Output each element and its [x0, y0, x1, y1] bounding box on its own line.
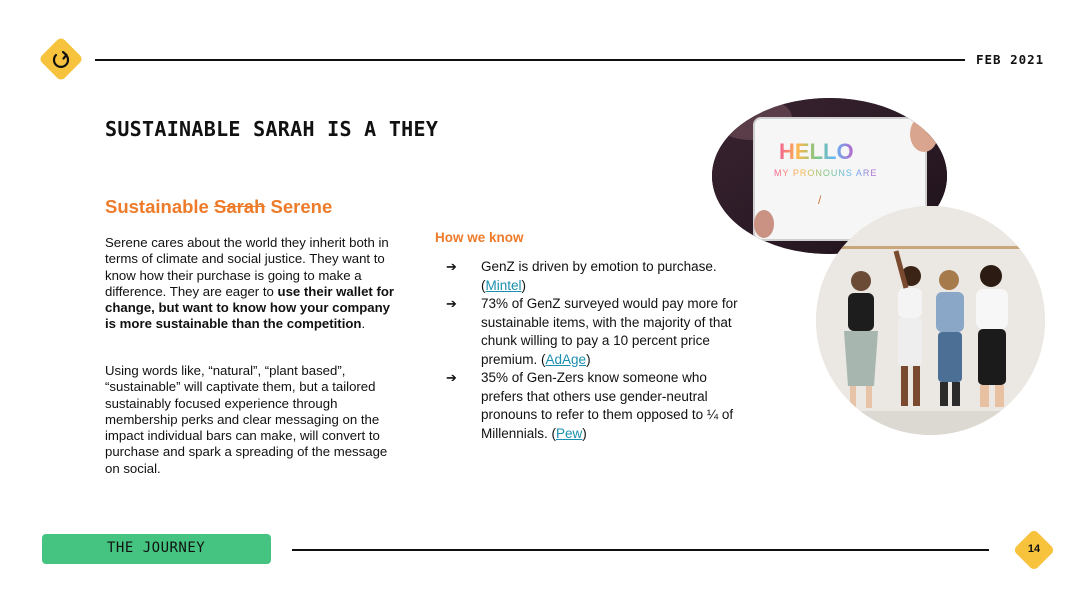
persona-struck-name: Sarah	[213, 196, 266, 217]
mintel-link[interactable]: Mintel	[485, 277, 522, 293]
sign-hello-text: HELLO	[779, 139, 854, 164]
how-we-know-heading: How we know	[435, 230, 524, 245]
list-item	[446, 258, 746, 295]
bullet-close: )	[586, 351, 591, 367]
bullet-close: )	[521, 277, 527, 293]
return-arrow-icon	[44, 42, 78, 76]
bullet-close: )	[582, 425, 587, 441]
bullet-text: GenZ is driven by emotion to purchase. (	[481, 259, 717, 293]
persona-first-word: Sustainable	[105, 196, 209, 217]
description-end: .	[361, 316, 366, 332]
bullet-text: 35% of Gen-Zers know someone who prefers that others use gender-neutral pronouns to refer to them opposed to ¼ of Millennials. (	[481, 370, 734, 441]
group-photo-illustration	[816, 206, 1045, 435]
list-item	[446, 295, 746, 369]
section-tag-label: THE JOURNEY	[107, 540, 206, 556]
page-title: SUSTAINABLE SARAH IS A THEY	[105, 117, 439, 141]
group-photo	[816, 206, 1045, 435]
sign-pronouns-text: MY PRONOUNS ARE	[774, 168, 878, 178]
arrow-icon: ➔	[446, 296, 457, 311]
messaging-paragraph: Using words like, “natural”, “plant based”, “sustainable” will captivate them, but a tailored sustainably focused experience through membership perks and clear messaging on the impact individual bars can make, will convert to purchase and spark a spreading of the message on social.	[105, 363, 388, 476]
description-text: Serene cares about the world they inherit both in terms of climate and social justice. They want to know how their purchase is going to make a difference. They are eager to	[105, 235, 389, 299]
footer-divider	[292, 549, 989, 551]
header-date: FEB 2021	[976, 52, 1045, 67]
adage-link[interactable]: AdAge	[545, 351, 587, 367]
evidence-list	[446, 258, 746, 443]
section-tag	[42, 534, 271, 564]
persona-heading	[105, 196, 332, 218]
arrow-icon: ➔	[446, 370, 457, 385]
arrow-icon: ➔	[446, 259, 457, 274]
description-bold: use their wallet for change, but want to know how your company is more sustainable than the competition	[105, 283, 395, 332]
list-item	[446, 369, 746, 443]
pew-link[interactable]: Pew	[556, 425, 583, 441]
persona-description	[105, 235, 400, 333]
bullet-text: 73% of GenZ surveyed would pay more for sustainable items, with the majority of that chunk willing to pay a 10 percent price premium. (	[481, 296, 738, 367]
persona-new-name: Serene	[270, 196, 333, 217]
header-divider	[95, 59, 965, 61]
page-number: 14	[1027, 543, 1041, 555]
sign-slash-text: /	[818, 193, 822, 207]
